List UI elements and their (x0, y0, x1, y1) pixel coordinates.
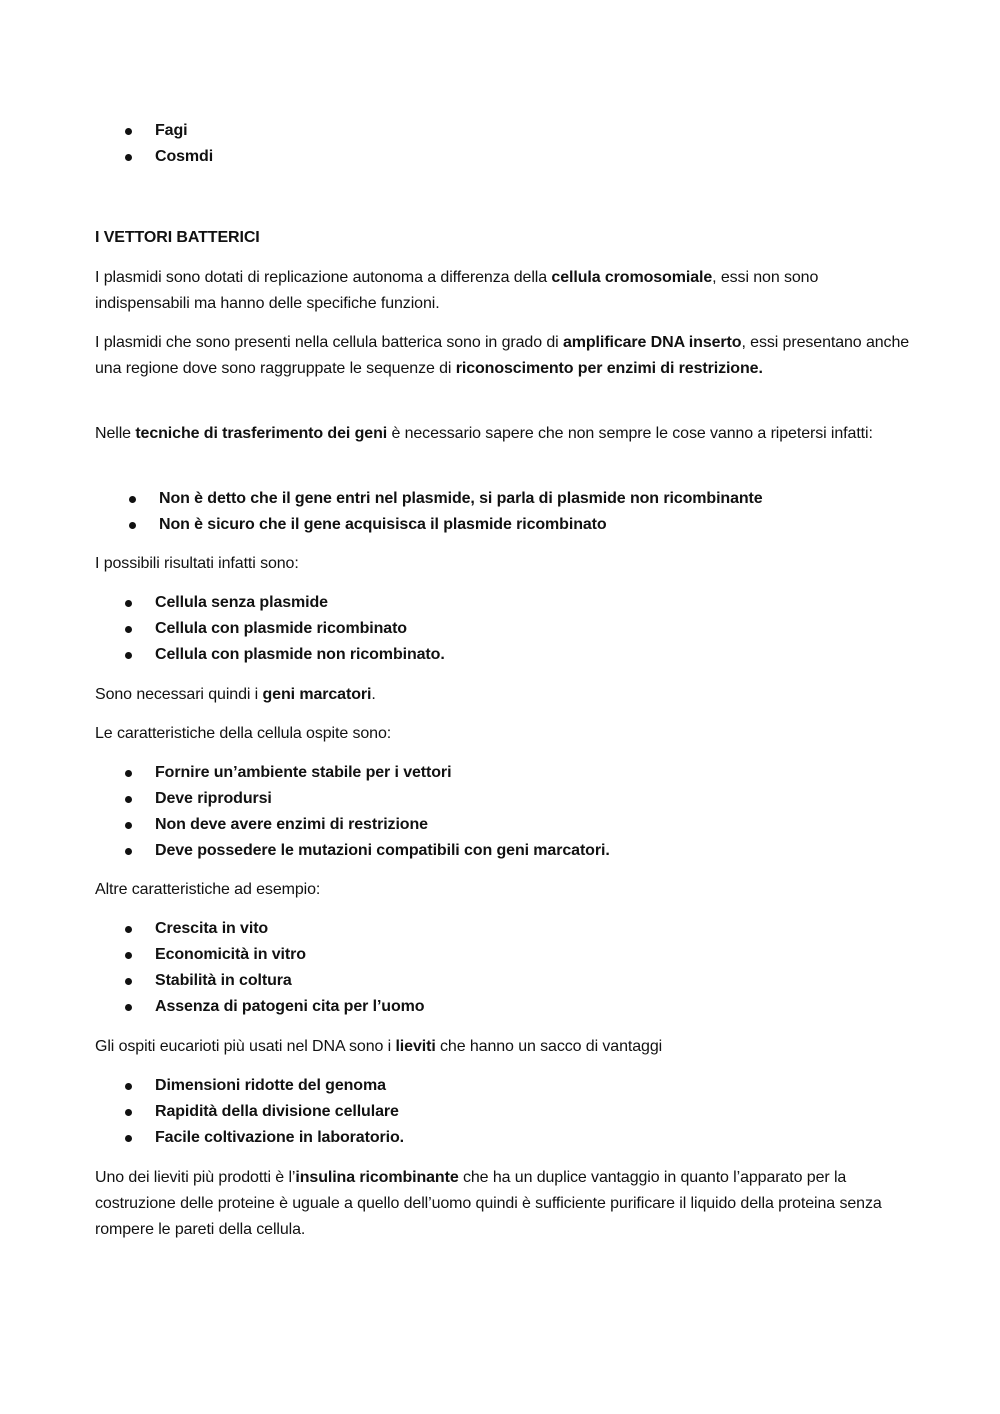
list-item: Facile coltivazione in laboratorio. (95, 1125, 910, 1151)
list-item: Rapidità della divisione cellulare (95, 1099, 910, 1125)
paragraph-other-intro: Altre caratteristiche ad esempio: (95, 881, 321, 898)
bullet-icon (125, 128, 132, 135)
list-item: Dimensioni ridotte del genoma (95, 1073, 910, 1099)
paragraph-plasmids-intro: I plasmidi sono dotati di replicazione autonoma a differenza della cellula cromosomiale, essi non sono indispensabili ma hanno delle specifiche funzioni. (95, 269, 819, 312)
paragraph-insulin: Uno dei lieviti più prodotti è l’insulina ricombinante che ha un duplice vantaggio in quanto l’apparato per la costruzione delle proteine è uguale a quello dell’uomo quindi è sufficiente purificare il liquido della proteina senza rompere le pareti della cellula. (95, 1169, 882, 1238)
list-item: Fagi (95, 118, 910, 144)
bullet-icon (129, 522, 136, 529)
results-list (95, 590, 910, 668)
transfer-issues-list (95, 486, 910, 538)
list-item: Deve riprodursi (95, 786, 910, 812)
paragraph-results: I possibili risultati infatti sono: (95, 555, 299, 572)
bullet-icon (125, 1004, 132, 1011)
bullet-icon (125, 796, 132, 803)
paragraph-marker-genes: Sono necessari quindi i geni marcatori. (95, 686, 376, 703)
list-item: Non deve avere enzimi di restrizione (95, 812, 910, 838)
bullet-icon (125, 770, 132, 777)
bullet-icon (125, 600, 132, 607)
vector-types-list (95, 118, 910, 170)
list-item: Economicità in vitro (95, 942, 910, 968)
list-item: Cellula con plasmide non ricombinato. (95, 642, 910, 668)
paragraph-yeast-intro: Gli ospiti eucarioti più usati nel DNA sono i lieviti che hanno un sacco di vantaggi (95, 1038, 663, 1055)
bullet-icon (125, 1109, 132, 1116)
bullet-icon (129, 496, 136, 503)
paragraph-gene-transfer: Nelle tecniche di trasferimento dei geni è necessario sapere che non sempre le cose vanno a ripetersi infatti: (95, 425, 873, 442)
bullet-icon (125, 848, 132, 855)
paragraph-host-intro: Le caratteristiche della cellula ospite sono: (95, 725, 392, 742)
yeast-advantages-list (95, 1073, 910, 1151)
list-item: Non è sicuro che il gene acquisisca il plasmide ricombinato (95, 512, 910, 538)
bullet-icon (125, 1083, 132, 1090)
paragraph-plasmids-amplify: I plasmidi che sono presenti nella cellula batterica sono in grado di amplificare DNA inserto, essi presentano anche una regione dove sono raggruppate le sequenze di riconoscimento per enzimi di restrizione. (95, 334, 910, 377)
list-item: Cellula con plasmide ricombinato (95, 616, 910, 642)
bullet-icon (125, 926, 132, 933)
host-characteristics-list (95, 760, 910, 864)
list-item: Cosmdi (95, 144, 910, 170)
bullet-icon (125, 978, 132, 985)
bullet-icon (125, 652, 132, 659)
list-item: Fornire un’ambiente stabile per i vettori (95, 760, 910, 786)
bullet-icon (125, 952, 132, 959)
list-item: Non è detto che il gene entri nel plasmide, si parla di plasmide non ricombinante (95, 486, 910, 512)
list-item: Assenza di patogeni cita per l’uomo (95, 994, 910, 1020)
list-item: Stabilità in coltura (95, 968, 910, 994)
bullet-icon (125, 626, 132, 633)
bullet-icon (125, 822, 132, 829)
section-heading: I VETTORI BATTERICI (95, 229, 260, 246)
list-item: Cellula senza plasmide (95, 590, 910, 616)
bullet-icon (125, 1135, 132, 1142)
list-item: Deve possedere le mutazioni compatibili con geni marcatori. (95, 838, 910, 864)
list-item: Crescita in vito (95, 916, 910, 942)
other-characteristics-list (95, 916, 910, 1020)
bullet-icon (125, 154, 132, 161)
